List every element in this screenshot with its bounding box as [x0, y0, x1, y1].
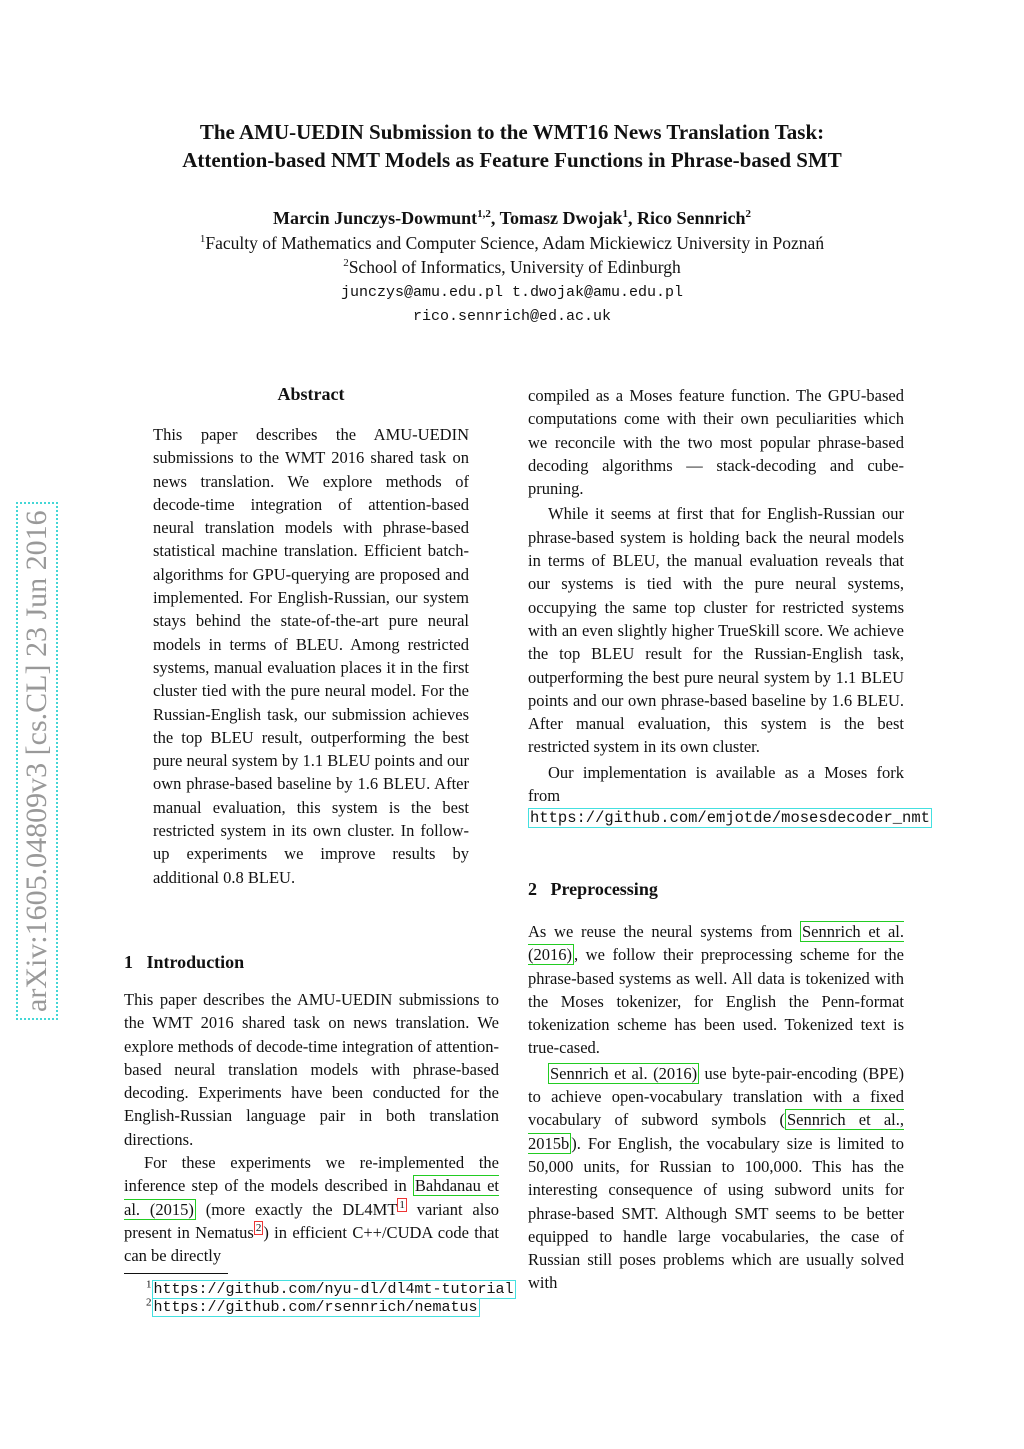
footnote-url[interactable]: https://github.com/rsennrich/nematus	[153, 1299, 478, 1316]
citation-link[interactable]: Sennrich et al., 2015b	[528, 1110, 904, 1153]
intro-paragraph-3: compiled as a Moses feature function. The GPU-based computations come with their own peculiarities which we reconcile with the two most popular phrase-based decoding algorithms — stack-decoding and cube-pruning.	[528, 386, 904, 499]
text-run: use byte-pair-encoding (BPE) to achieve open-vocabulary translation with a fixed vocabulary of subword symbols (	[528, 1063, 904, 1130]
footnote-rule	[124, 1273, 228, 1274]
affiliation-text: Faculty of Mathematics and Computer Science, Adam Mickiewicz University in Poznań	[205, 233, 825, 253]
section-number: 2	[528, 879, 537, 899]
implementation-url-line	[528, 809, 930, 828]
citation-link[interactable]: Bahdanau et al. (2015)	[124, 1176, 499, 1219]
author-separator: ,	[490, 208, 500, 228]
section-heading-preprocessing	[528, 879, 904, 900]
text-run: (more exactly the DL4MT	[195, 1199, 398, 1219]
author-affiliation-mark: 1	[622, 208, 628, 220]
intro-paragraph-5: Our implementation is available as a Moses fork from	[528, 762, 904, 806]
affiliation-2	[0, 255, 1024, 279]
citation-link[interactable]: Sennrich et al. (2016)	[528, 922, 904, 965]
title-line-2: Attention-based NMT Models as Feature Functions in Phrase-based SMT	[182, 148, 842, 172]
arxiv-stamp[interactable]: arXiv:1605.04809v3 [cs.CL] 23 Jun 2016	[16, 502, 58, 1020]
intro-paragraph-4: While it seems at first that for English-Russian our phrase-based system is holding back the neural models in terms of BLEU, the manual evaluation reveals that our systems is tied with the pure neural systems, occupying the same top cluster for restricted systems with an even slightly higher TrueSkill score. We achieve the top BLEU result for the Russian-English task, outperforming the best pure neural system by 1.1 BLEU points and our own phrase-based baseline by 1.6 BLEU. After manual evaluation, this system is the best restricted system in its own cluster.	[528, 504, 904, 757]
preproc-paragraph-2	[528, 1062, 904, 1295]
text-run: For these experiments we re-implemented the inference step of the models described in	[124, 1153, 499, 1196]
introduction-body	[124, 988, 499, 1268]
affiliation-1	[0, 231, 1024, 255]
text-run: , we follow their preprocessing scheme for the phrase-based systems as well. All data is tokenized with the Moses tokenizer, for English the Penn-format tokenization scheme has been used. Tokenized text is true-cased.	[528, 945, 904, 1058]
affiliation-mark: 2	[343, 257, 349, 270]
author-name: Rico Sennrich	[636, 208, 746, 228]
affiliation-mark: 1	[199, 233, 206, 246]
implementation-url[interactable]: https://github.com/emjotde/mosesdecoder_nmt	[530, 809, 930, 828]
affiliation-text: School of Informatics, University of Edinburgh	[348, 257, 681, 277]
footnote-link[interactable]: 1	[399, 1199, 405, 1212]
text-run: variant also present in Nematus	[124, 1199, 499, 1242]
section-heading-introduction	[124, 952, 499, 973]
text-run: As we reuse the neural systems from	[528, 922, 800, 941]
author-affiliation-mark: 2	[745, 208, 751, 220]
footnote-link[interactable]: 2	[255, 1222, 262, 1235]
footnote-mark: 2	[146, 1296, 152, 1309]
footnote-1	[146, 1280, 516, 1299]
text-run: ) in efficient C++/CUDA code that can be directly	[124, 1222, 499, 1266]
paper-title	[0, 118, 1024, 174]
right-column-continuation	[528, 384, 930, 828]
footnote-mark: 1	[146, 1278, 152, 1291]
author-list	[0, 206, 1024, 230]
section-title: Preprocessing	[550, 879, 658, 899]
section-number: 1	[124, 952, 133, 972]
title-line-1: The AMU-UEDIN Submission to the WMT16 News Translation Task:	[199, 120, 825, 144]
author-separator: ,	[627, 208, 637, 228]
footnote-2	[146, 1298, 480, 1317]
author-affiliation-mark: 1,2	[477, 208, 491, 220]
intro-paragraph-2	[124, 1151, 499, 1267]
intro-paragraph-1: This paper describes the AMU-UEDIN submissions to the WMT 2016 shared task on news translation. We explore methods of decode-time integration of attention-based neural translation models with phrase-based decoding. Experiments have been conducted for the English-Russian language pair in both translation directions.	[124, 990, 499, 1149]
abstract-heading: Abstract	[277, 384, 345, 404]
text-run: ). For English, the vocabulary size is limited to 50,000 units, for Russian to 100,000. This has the interesting consequence of using subword units for phrase-based SMT. Although SMT seems to be better equipped to handle large vocabularies, the case of Russian still poses problems which are usually solved with	[528, 1133, 904, 1293]
section-title: Introduction	[146, 952, 245, 972]
author-emails-line-2[interactable]: rico.sennrich@ed.ac.uk	[412, 308, 612, 325]
abstract-block	[153, 423, 469, 889]
preproc-paragraph-1	[528, 920, 904, 1060]
citation-link[interactable]: Sennrich et al. (2016)	[550, 1063, 698, 1083]
footnote-url[interactable]: https://github.com/nyu-dl/dl4mt-tutorial	[153, 1281, 514, 1298]
abstract-text: This paper describes the AMU-UEDIN submissions to the WMT 2016 shared task on news translation. We explore methods of decode-time integration of attention-based neural translation models with phrase-based statistical machine translation. Efficient batch-algorithms for GPU-querying are proposed and implemented. For English-Russian, our system stays behind the state-of-the-art pure neural models in terms of BLEU. Among restricted systems, manual evaluation places it in the first cluster tied with the pure neural model. For the Russian-English task, our submission achieves the top BLEU result, outperforming the best pure neural system by 1.1 BLEU points and our own phrase-based baseline by 1.6 BLEU. After manual evaluation, this system is the best restricted system in its own cluster. In follow-up experiments we improve results by additional 0.8 BLEU.	[153, 425, 469, 887]
author-emails-line-1[interactable]: junczys@amu.edu.pl t.dwojak@amu.edu.pl	[340, 284, 684, 301]
preprocessing-body	[528, 920, 904, 1295]
author-name: Tomasz Dwojak	[499, 208, 623, 228]
author-name: Marcin Junczys-Dowmunt	[273, 208, 478, 228]
